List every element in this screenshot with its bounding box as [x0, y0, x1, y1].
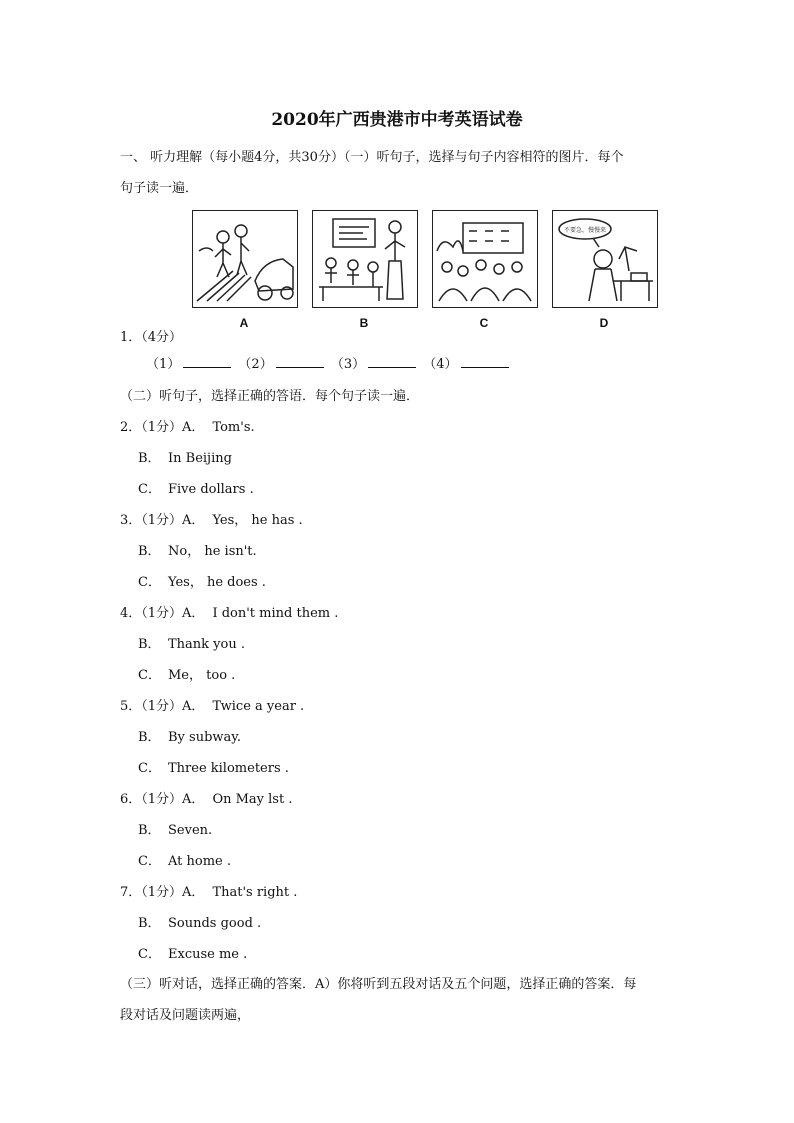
question-stem: 5．（1分）A．: [120, 699, 205, 714]
question-6-option-c[interactable]: [138, 850, 231, 869]
section3-heading: [120, 973, 680, 1028]
option-b-label: B．: [138, 544, 161, 559]
question-7-option-b[interactable]: [138, 912, 261, 931]
blank-label-1: （1）: [146, 357, 181, 372]
option-b-label: B．: [138, 730, 161, 745]
question-2-option-a[interactable]: [120, 416, 255, 435]
option-b-text: Thank you .: [168, 637, 245, 652]
option-c-label: C．: [138, 575, 161, 590]
option-c-label: C．: [138, 761, 161, 776]
picture-d-bubble-text: 不要急，慢慢来: [563, 227, 607, 234]
answer-blank-1[interactable]: [183, 355, 231, 368]
option-b-text: Sounds good .: [168, 916, 262, 931]
question-4-option-b[interactable]: [138, 633, 245, 652]
pedestrian-crossing-scene-icon: [193, 211, 297, 307]
question-4-option-c[interactable]: [138, 664, 235, 683]
option-b-label: B．: [138, 637, 161, 652]
question-stem: 2．（1分）A．: [120, 420, 205, 435]
option-b-text: No， he isn't.: [168, 544, 257, 559]
question-6-option-a[interactable]: [120, 788, 292, 807]
option-c-text: Me， too .: [168, 668, 236, 683]
picture-d-label: D: [599, 316, 609, 330]
question-5-option-a[interactable]: [120, 695, 304, 714]
student-studying-at-desk-scene-icon: [553, 211, 657, 307]
answer-blank-4[interactable]: [461, 355, 509, 368]
classroom-teacher-scene-icon: [313, 211, 417, 307]
option-a-text: Tom's.: [212, 420, 255, 435]
option-c-text: Five dollars .: [168, 482, 254, 497]
blank-label-2: （2）: [238, 357, 273, 372]
section3-line1: （三）听对话，选择正确的答案．A）你将听到五段对话及五个问题，选择正确的答案．每: [120, 977, 637, 992]
question-7-option-a[interactable]: [120, 881, 297, 900]
option-c-label: C．: [138, 668, 161, 683]
picture-d: [552, 210, 658, 308]
option-b-text: Seven.: [168, 823, 213, 838]
question-3-option-b[interactable]: [138, 540, 257, 559]
question-5-option-b[interactable]: [138, 726, 241, 745]
question-7-option-c[interactable]: [138, 943, 247, 962]
option-c-text: Yes， he does .: [168, 575, 266, 590]
option-c-label: C．: [138, 947, 161, 962]
picture-b-label: B: [359, 316, 369, 330]
section2-heading: （二）听句子，选择正确的答语．每个句子读一遍．: [120, 389, 420, 404]
option-b-text: In Beijing: [168, 451, 232, 466]
option-a-text: That's right .: [212, 885, 298, 900]
option-a-text: On May lst .: [212, 792, 293, 807]
question-5-option-c[interactable]: [138, 757, 289, 776]
option-b-label: B．: [138, 823, 161, 838]
answer-blank-2[interactable]: [276, 355, 324, 368]
option-a-text: Twice a year .: [212, 699, 305, 714]
section1-heading-line1: 一、 听力理解（每小题4分，共30分）（一）听句子，选择与句子内容相符的图片．每个: [120, 150, 624, 165]
option-c-text: At home .: [168, 854, 232, 869]
option-c-text: Excuse me .: [168, 947, 248, 962]
question-3-option-c[interactable]: [138, 571, 266, 590]
section3-line2: 段对话及问题读两遍，: [120, 1008, 251, 1023]
question-stem: 4．（1分）A．: [120, 606, 205, 621]
question-3-option-a[interactable]: [120, 509, 303, 528]
blank-label-3: （3）: [330, 357, 366, 372]
option-c-label: C．: [138, 482, 161, 497]
question-2-option-b[interactable]: [138, 447, 232, 466]
question-stem: 3．（1分）A．: [120, 513, 205, 528]
option-c-label: C．: [138, 854, 161, 869]
crowd-in-front-of-school-scene-icon: [433, 211, 537, 307]
picture-c: [432, 210, 538, 308]
option-b-text: By subway.: [168, 730, 242, 745]
question-stem: 7．（1分）A．: [120, 885, 205, 900]
question-2-option-c[interactable]: [138, 478, 254, 497]
picture-a-label: A: [239, 316, 249, 330]
picture-options: [192, 210, 662, 335]
option-b-label: B．: [138, 916, 161, 931]
q1-blanks: [146, 353, 512, 372]
page-title: 2020年广西贵港市中考英语试卷: [271, 110, 523, 130]
question-6-option-b[interactable]: [138, 819, 212, 838]
option-b-label: B．: [138, 451, 161, 466]
option-a-text: Yes， he has .: [212, 513, 303, 528]
blank-label-4: （4）: [423, 357, 458, 372]
picture-a: [192, 210, 298, 308]
question-4-option-a[interactable]: [120, 602, 338, 621]
picture-c-label: C: [479, 316, 489, 330]
question-stem: 6．（1分）A．: [120, 792, 205, 807]
picture-b: [312, 210, 418, 308]
option-a-text: I don't mind them .: [212, 606, 339, 621]
section1-heading-line2: 句子读一遍．: [120, 181, 199, 196]
answer-blank-3[interactable]: [368, 355, 416, 368]
option-c-text: Three kilometers .: [168, 761, 289, 776]
q1-stem: 1．（4分）: [120, 330, 183, 345]
